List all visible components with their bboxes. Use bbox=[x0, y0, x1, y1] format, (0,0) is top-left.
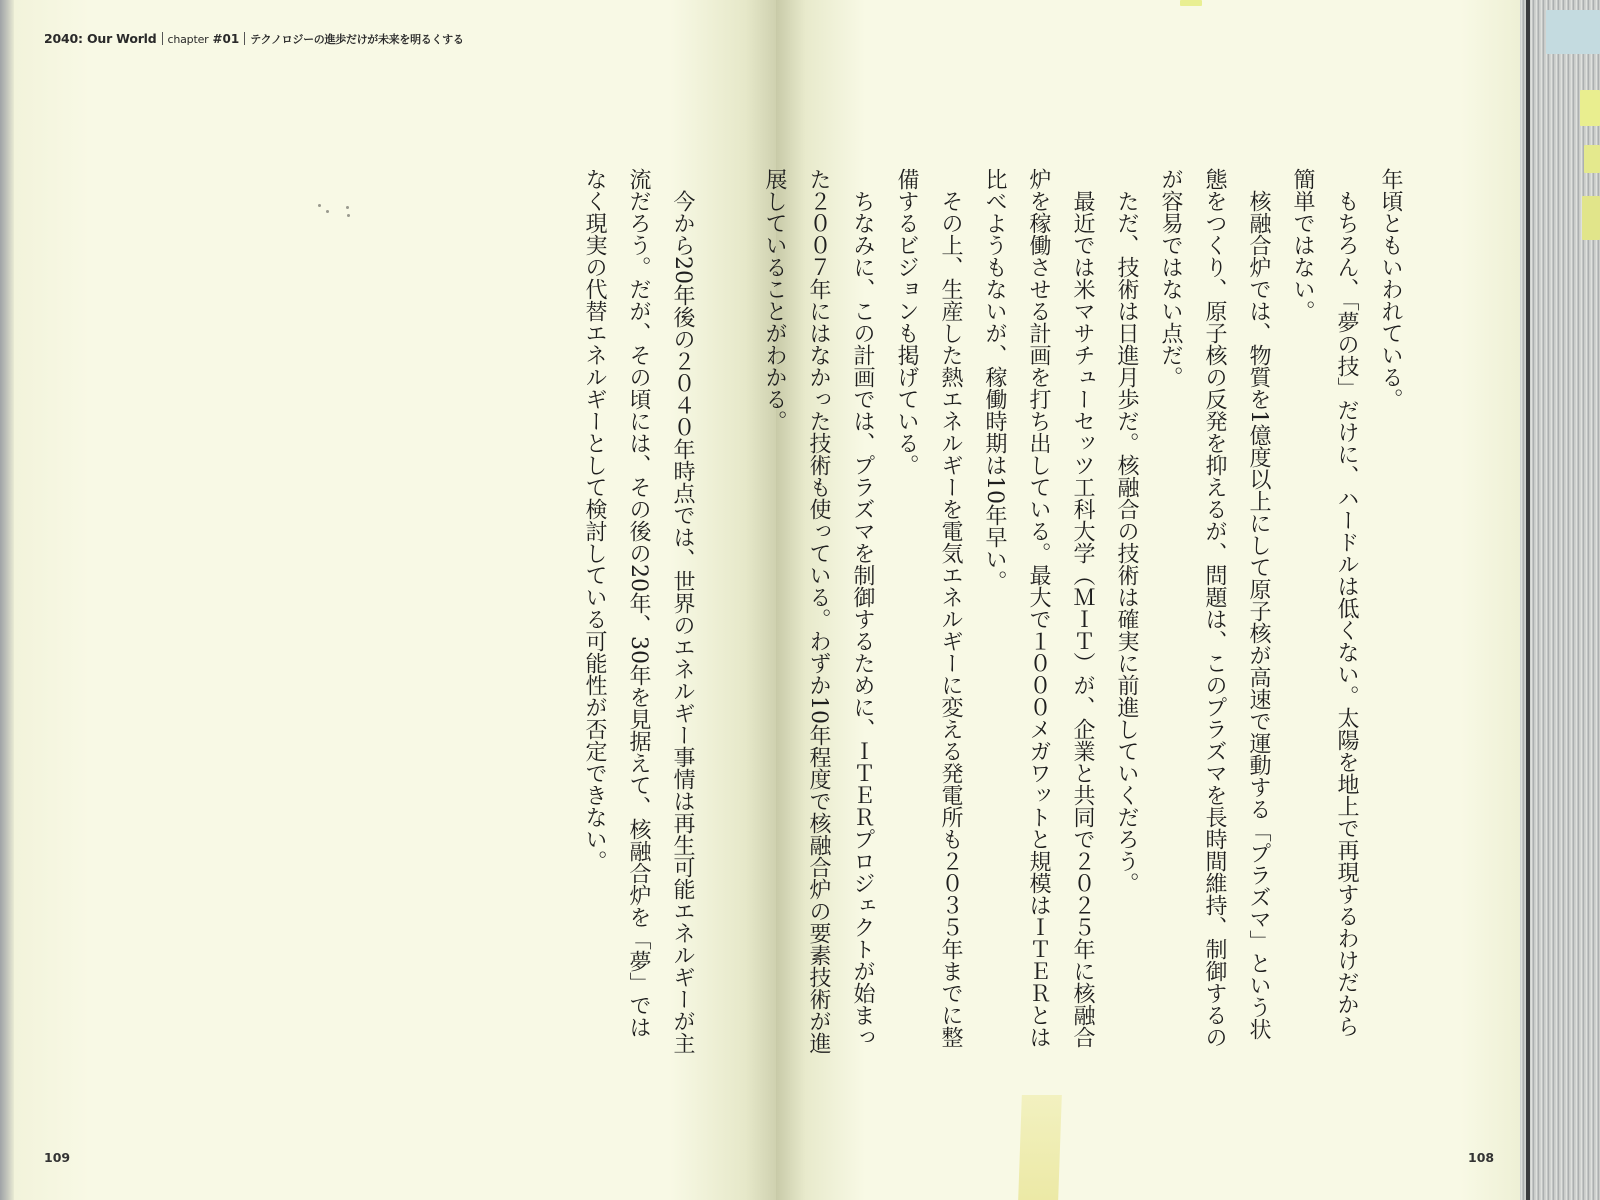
paragraph: 最近では米マサチューセッツ工科大学（ＭＩＴ）が、企業と共同で２０２５年に核融合炉を稼働させる計画を打ち出している。最大で１０００メガワットと規模はＩＴＥＲとは比べようもないが、稼働時期は10年早い。 bbox=[982, 168, 1095, 1048]
chapter-label: chapter bbox=[167, 33, 209, 46]
divider bbox=[244, 32, 245, 45]
paragraph: その上、生産した熱エネルギーを電気エネルギーに変える発電所も２０３５年までに整備するビジョンも掲げている。 bbox=[894, 168, 963, 1048]
paragraph: 年頃ともいわれている。 bbox=[1378, 168, 1403, 410]
paragraph: ただ、技術は日進月歩だ。核融合の技術は確実に前進していくだろう。 bbox=[1114, 190, 1139, 894]
sticky-tab-top bbox=[1180, 0, 1202, 6]
right-page-body bbox=[762, 168, 1412, 1058]
sticky-tab-yellow bbox=[1582, 196, 1600, 240]
left-page-body bbox=[570, 168, 704, 1058]
page-number-left: 109 bbox=[44, 1150, 71, 1165]
sticky-note-bottom bbox=[1018, 1095, 1062, 1200]
running-head bbox=[44, 30, 464, 47]
sticky-tab-yellow bbox=[1580, 90, 1600, 126]
cover-edge bbox=[1526, 0, 1530, 1200]
paragraph: ちなみに、この計画では、プラズマを制御するために、ＩＴＥＲプロジェクトが始まった２００７年にはなかった技術も使っている。わずか10年程度で核融合炉の要素技術が進展していることがわかる。 bbox=[762, 168, 875, 1054]
sticky-tab-blue bbox=[1546, 10, 1600, 54]
paragraph: 核融合炉では、物質を1億度以上にして原子核が高速で運動する「プラズマ」という状態をつくり、原子核の反発を抑えるが、問題は、このプラズマを長時間維持、制御するのが容易ではない点だ。 bbox=[1158, 168, 1271, 1048]
divider bbox=[162, 32, 163, 45]
paragraph: 今から20年後の２０４０年時点では、世界のエネルギー事情は再生可能エネルギーが主流だろう。だが、その頃には、その後の20年、30年を見据えて、核融合炉を「夢」ではなく現実の代替エネルギーとして検討している可能性が否定できない。 bbox=[582, 168, 695, 1054]
chapter-number: #01 bbox=[212, 32, 240, 46]
book-left-edge bbox=[0, 0, 14, 1200]
sticky-tab-yellow bbox=[1584, 145, 1600, 173]
paragraph: もちろん、「夢の技」だけに、ハードルは低くない。太陽を地上で再現するわけだから簡単ではない。 bbox=[1290, 168, 1359, 1037]
chapter-title: テクノロジーの進歩だけが未来を明るくする bbox=[250, 33, 464, 46]
page-number-right: 108 bbox=[1468, 1150, 1495, 1165]
paper-specks bbox=[318, 204, 358, 224]
page-stack-edge bbox=[1520, 0, 1600, 1200]
book-title: 2040: Our World bbox=[44, 31, 157, 46]
